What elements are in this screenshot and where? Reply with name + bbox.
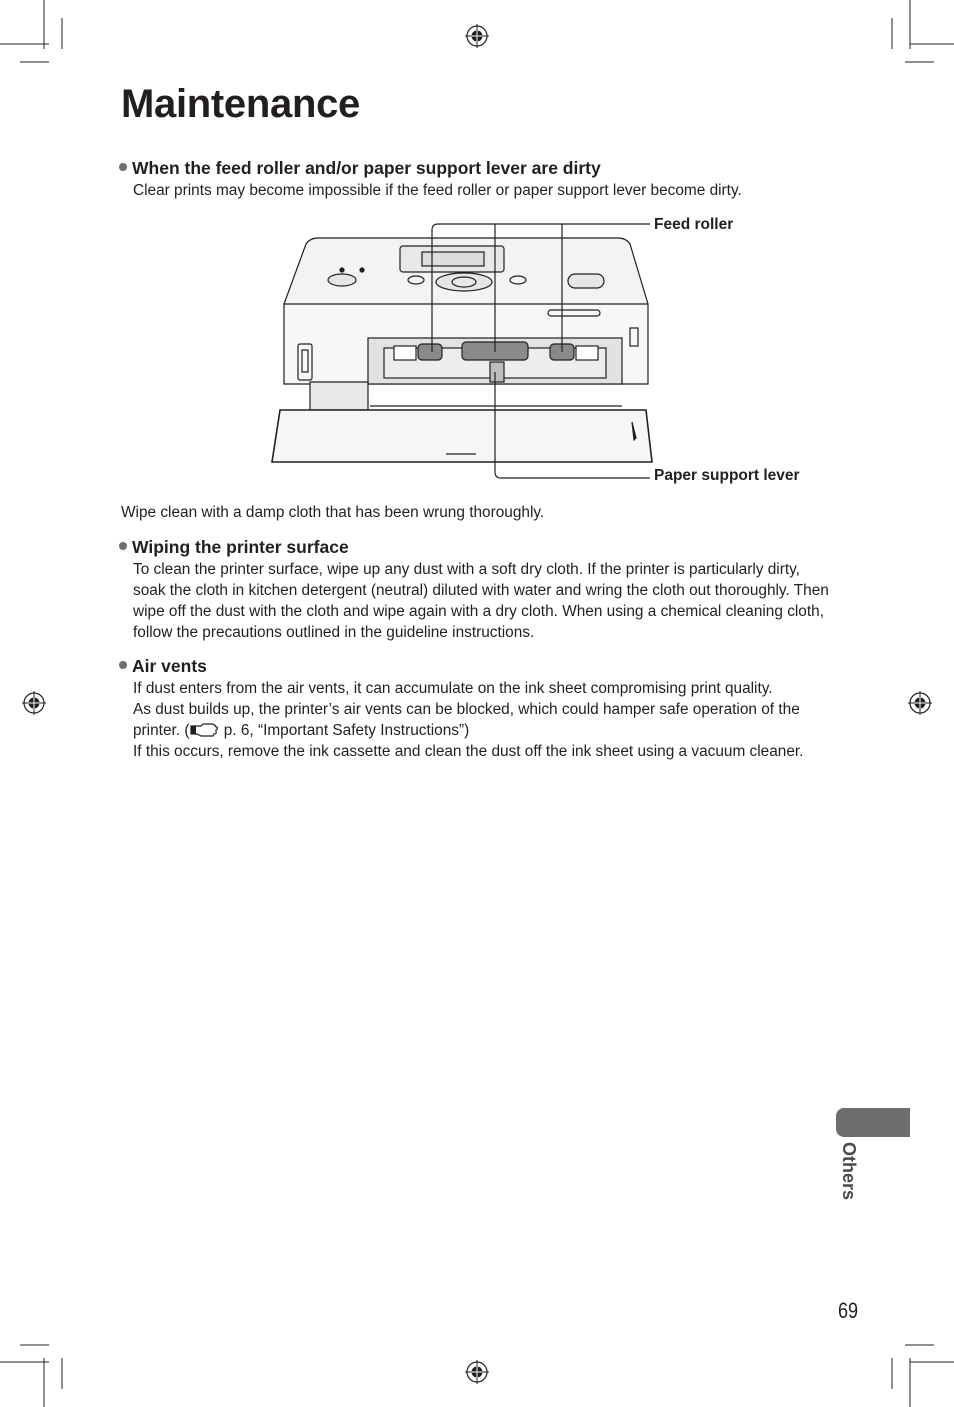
paper-support-lever-label: Paper support lever: [654, 467, 800, 484]
feed-roller-text: Clear prints may become impossible if the feed roller or paper support lever become dirty.: [133, 182, 742, 199]
air-vents-line1: If dust enters from the air vents, it can accumulate on the ink sheet compromising print quality.: [133, 680, 773, 697]
others-tab-label: Others: [839, 1142, 859, 1201]
bullet-icon: [119, 542, 127, 550]
bullet-icon: [119, 163, 127, 171]
page-number: 69: [838, 1298, 859, 1323]
registration-mark-bottom-icon: [465, 1360, 489, 1384]
air-vents-heading-text: Air vents: [132, 656, 207, 676]
others-tab-marker: [836, 1108, 910, 1137]
printer-illustration: [266, 216, 658, 488]
air-vents-line2: As dust builds up, the printer’s air vents can be blocked, which could hamper safe operation of the printer. ( p. 6, “Important Safety Instructions”): [133, 701, 800, 739]
air-vents-text: [133, 678, 823, 762]
feed-roller-label: Feed roller: [654, 216, 734, 233]
printer-surface-heading-text: Wiping the printer surface: [132, 537, 349, 557]
bullet-icon: [119, 661, 127, 669]
page-title: Maintenance: [121, 82, 360, 126]
printer-surface-text: To clean the printer surface, wipe up any dust with a soft dry cloth. If the printer is particularly dirty, soak the cloth in kitchen detergent (neutral) diluted with water and wring the cloth out thoroughly. Then wipe off the dust with the cloth and wipe again with a dry cloth. When using a chemical cleaning cloth, follow the precautions outlined in the guideline instructions.: [133, 561, 829, 641]
air-vents-heading: [119, 656, 207, 677]
registration-mark-left-icon: [22, 691, 46, 715]
feed-roller-heading-text: When the feed roller and/or paper support lever are dirty: [132, 158, 601, 178]
wipe-note: Wipe clean with a damp cloth that has been wrung thoroughly.: [121, 504, 545, 521]
pointing-hand-icon: [189, 723, 219, 737]
registration-mark-top-icon: [465, 24, 489, 48]
registration-mark-right-icon: [908, 691, 932, 715]
feed-roller-heading: [119, 158, 601, 179]
printer-surface-heading: [119, 537, 349, 558]
air-vents-line3: If this occurs, remove the ink cassette and clean the dust off the ink sheet using a vacuum cleaner.: [133, 743, 804, 760]
